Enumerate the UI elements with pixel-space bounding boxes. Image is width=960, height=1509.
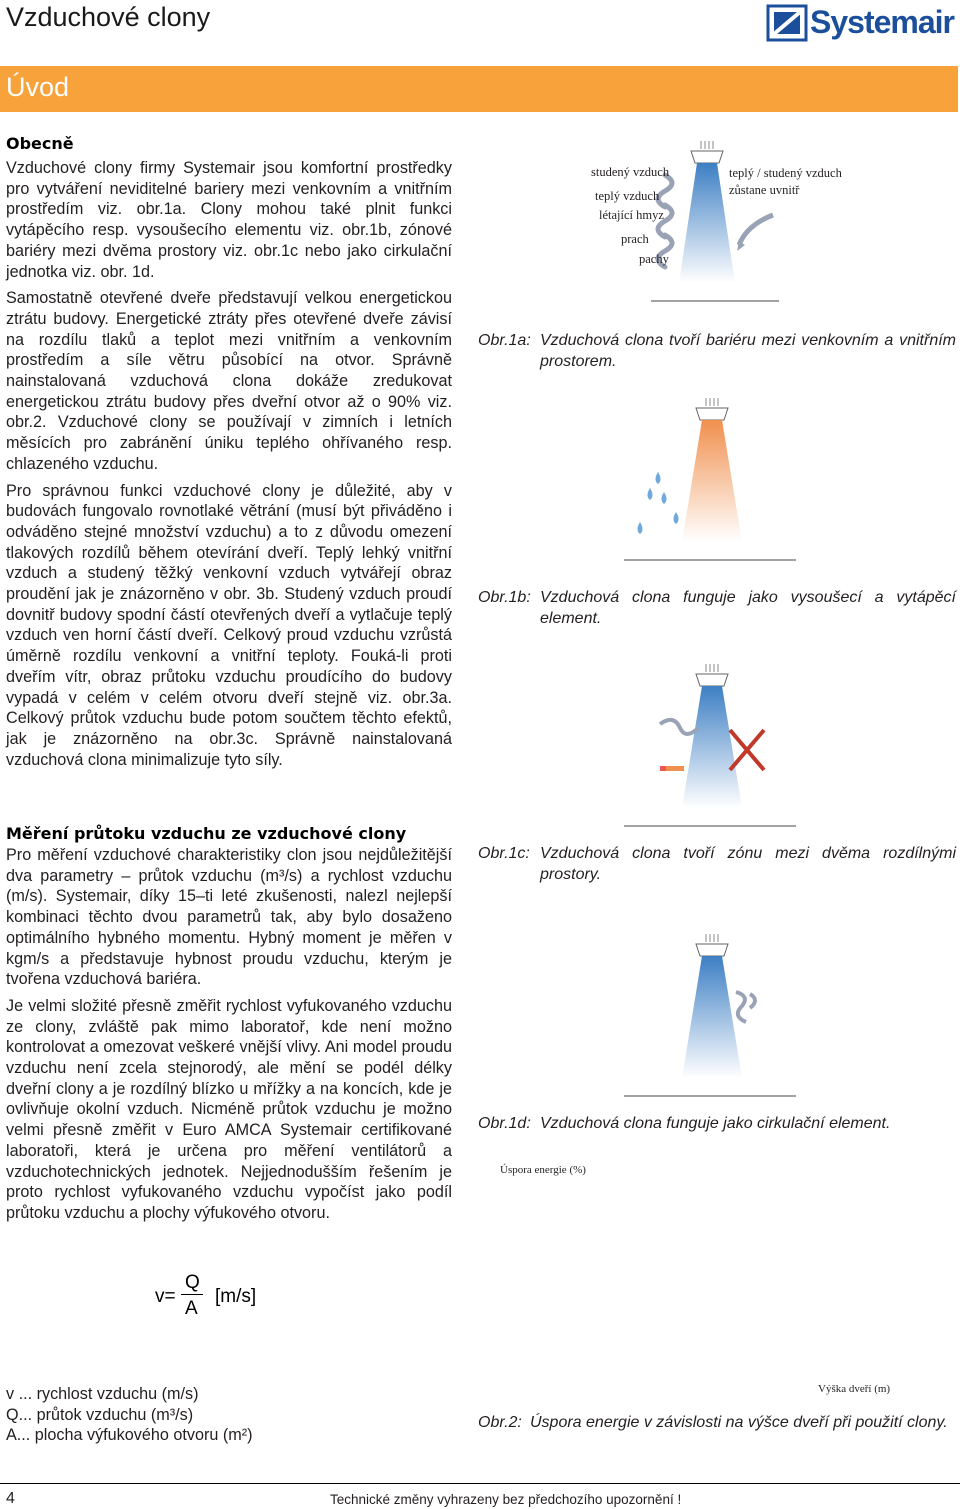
- figure-1a: [585, 135, 875, 307]
- drying-heating-diagram: [620, 392, 800, 562]
- caption-1d: [478, 1113, 956, 1137]
- caption-text: Vzduchová clona funguje jako cirkulační element.: [540, 1115, 891, 1132]
- caption-text: Vzduchová clona tvoří zónu mezi dvěma rozdílnými prostory.: [540, 845, 956, 883]
- formula-denominator: A: [185, 1298, 198, 1319]
- paragraph: Je velmi složité přesně změřit rychlost vyfukovaného vzduchu ze clony, zvláště pak mimo laboratoř, kde není možno kontrolovat a omezovat veškeré vnější vlivy. Ani model proudu vzduchu není zcela stejnorodý, ale mění se podél délky dveřní clony a je rozdílný blízko u mřížky a na koncích, kde je ovlivňuje okolní vzduch. Nicméně průtok vzduchu je možno velmi přesně změřit v Euro AMCA Systemair certifikované laboratoři, která je určena pro měření ventilátorů a vzduchotechnických jednotek. Nejjednodušším řešením je proto rychlost vyfukovaného vzduchu vypočíst jako podíl průtoku vzduchu a plochy výfukového otvoru.: [6, 996, 452, 1222]
- heading-obecne: Obecně: [6, 134, 74, 153]
- section-title: Úvod: [6, 72, 70, 102]
- circulation-diagram: [620, 928, 800, 1098]
- logo-wordmark: Systemair: [810, 4, 954, 40]
- formula-numerator: Q: [185, 1272, 200, 1293]
- footer-divider: [0, 1483, 960, 1484]
- legend-item: Q... průtok vzduchu (m³/s): [6, 1405, 194, 1424]
- caption-label: Obr.1c:: [478, 845, 530, 862]
- paragraph: Pro správnou funkci vzduchové clony je důležité, aby v budovách fungovalo rovnotlaké větrání (musí být přiváděno i odváděno stejné množství vzduchu) a to z důvodu omezení tlakových rozdílů během otevírání dveří. Teplý lehký vnitřní vzduch a studený těžký venkovní vzduch vytvářejí obraz proudění jak je znázorněno v obr. 3b. Studený vzduch proudí dovnitř budovy spodní částí otevřených dveří a vytlačuje teplý vzduch ven horní částí dveří. Celkový proud vzduchu vzrůstá úměrně rozdílu venkovní a vnitřní teploty. Fouká-li proti dveřím vítr, obraz průtoku vzduchu proudícího do budovy vypadá v celém v celém otvoru dveří stejně viz. obr.3a. Celkový průtok vzduchu bude potom součtem těchto efektů, jak je znázorněno na obr.3c. Správně nainstalovaná vzduchová clona minimalizuje tyto síly.: [6, 481, 452, 769]
- label-warm-air: teplý vzduch: [595, 189, 660, 203]
- caption-2: [478, 1412, 956, 1456]
- figure-1d: [620, 928, 800, 1098]
- formula-lhs: v=: [155, 1286, 176, 1307]
- page-title: Vzduchové clony: [6, 2, 211, 32]
- caption-text: Vzduchová clona tvoří bariéru mezi venkovním a vnitřním prostorem.: [540, 332, 956, 370]
- label-dust: prach: [621, 232, 649, 246]
- caption-text: Úspora energie v závislosti na výšce dveří při použití clony.: [530, 1414, 948, 1431]
- caption-label: Obr.1b:: [478, 589, 531, 606]
- mereni-text: [6, 845, 452, 1230]
- label-cold-air: studený vzduch: [591, 165, 670, 179]
- legend-item: v ... rychlost vzduchu (m/s): [6, 1385, 199, 1403]
- caption-label: Obr.1a:: [478, 332, 531, 349]
- figure-1b: [620, 392, 800, 562]
- formula-legend: [6, 1384, 406, 1446]
- paragraph: Pro měření vzduchové charakteristiky clon jsou nejdůležitější dva parametry – průtok vzduchu (m³/s) a rychlost vzduchu (m/s). Systemair, díky 15–ti leté zkušenosti, nalezl nejlepší kombinaci těchto dvou parametrů tak, aby bylo dosaženo optimálního hybného momentu. Hybný moment je měřen v kgm/s a představuje hybnost proudu vzduchu, kterým je tvořena vzduchová bariéra.: [6, 846, 452, 989]
- caption-1c: [478, 843, 956, 887]
- velocity-formula: [155, 1272, 355, 1322]
- systemair-logo: [766, 4, 960, 44]
- label-insects: létající hmyz: [599, 208, 664, 222]
- caption-label: Obr.2:: [478, 1414, 522, 1431]
- fig2-x-axis-label: Výška dveří (m): [818, 1383, 891, 1395]
- fraction-bar: [181, 1294, 203, 1295]
- caption-text: Vzduchová clona funguje jako vysoušecí a vytápěcí element.: [540, 589, 956, 627]
- label-stays-inside: zůstane uvnitř: [729, 183, 800, 197]
- paragraph: Samostatně otevřené dveře představují velkou energetickou ztrátu budovy. Energetické ztráty přes otevřené dveře závisí na rozdílu tlaků a teplot mezi vnitřním a venkovním prostředím a síle větru působící na otvor. Správně nainstalovaná vzduchová clona dokáže zredukovat energetickou ztrátu budovy přes dveřní otvor až o 90% viz. obr.2. Vzduchové clony se používají v zimních i letních měsících pro zabránění úniku teplého ohřívaného resp. chlazeného vzduchu.: [6, 289, 452, 473]
- heading-mereni: Měření průtoku vzduchu ze vzduchové clony: [6, 824, 407, 843]
- logo-mark-icon: [766, 4, 810, 42]
- label-warm-cold-air: teplý / studený vzduch: [729, 166, 842, 180]
- footer-note: Technické změny vyhrazeny bez předchozího upozornění !: [330, 1492, 682, 1507]
- formula-unit: [m/s]: [215, 1286, 257, 1307]
- legend-item: A... plocha výfukového otvoru (m²): [6, 1426, 253, 1445]
- zone-barrier-diagram: [620, 658, 800, 828]
- label-odours: pachy: [639, 252, 669, 266]
- figure-1c: [620, 658, 800, 828]
- caption-1b: [478, 587, 956, 631]
- section-band: [0, 66, 958, 112]
- fig2-y-axis-label: Úspora energie (%): [500, 1164, 586, 1176]
- obecne-text: [6, 158, 452, 776]
- paragraph: Vzduchové clony firmy Systemair jsou komfortní prostředky pro vytváření neviditelné bariery mezi venkovním a vnitřním prostředím viz. obr.1a. Clony mohou také plnit funkci vytápěcího resp. vysoušecího elementu viz. obr.1b, zónové bariéry mezi dvěma prostory viz. obr.1c nebo jako cirkulační jednotka viz. obr. 1d.: [6, 159, 452, 281]
- page-number: 4: [6, 1490, 15, 1507]
- caption-1a: [478, 330, 956, 374]
- caption-label: Obr.1d:: [478, 1115, 531, 1132]
